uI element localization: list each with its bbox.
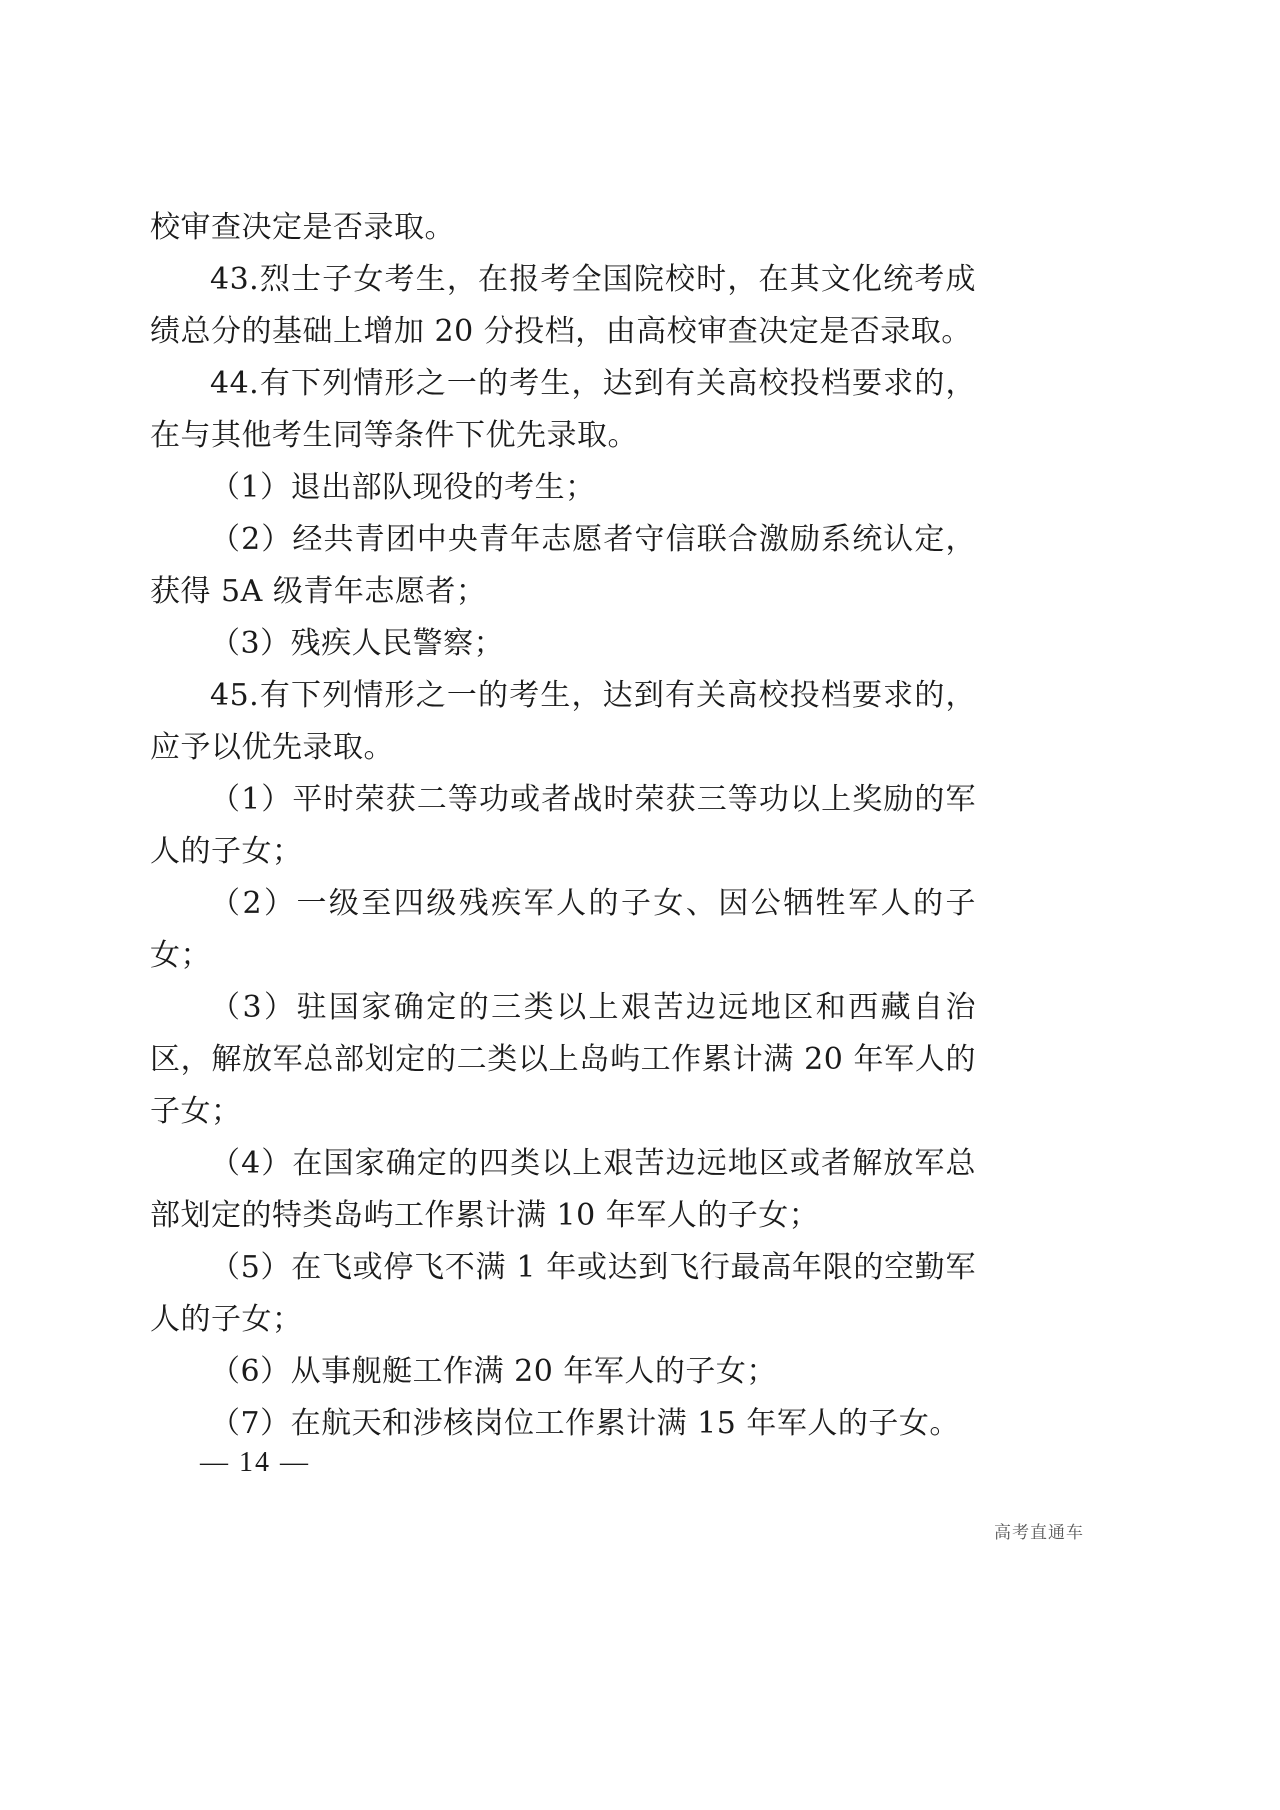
list-item: （3）残疾人民警察； <box>210 626 505 661</box>
list-item: （3）驻国家确定的三类以上艰苦边远地区和西藏自治区，解放军总部划定的二类以上岛屿工作累计满 20 年军人的子女； <box>150 990 976 1129</box>
paragraph-item-43: 43.烈士子女考生，在报考全国院校时，在其文化统考成绩总分的基础上增加 20 分投档，由高校审查决定是否录取。 <box>150 262 976 349</box>
watermark: 高考直通车 <box>994 1523 1084 1543</box>
list-item: （1）平时荣获二等功或者战时荣获三等功以上奖励的军人的子女； <box>150 782 976 869</box>
list-item: （2）经共青团中央青年志愿者守信联合激励系统认定，获得 5A 级青年志愿者； <box>150 522 976 609</box>
paragraph: 校审查决定是否录取。 <box>150 210 455 245</box>
paragraph-item-45: 45.有下列情形之一的考生，达到有关高校投档要求的，应予以优先录取。 <box>150 678 976 765</box>
list-item: （2）一级至四级残疾军人的子女、因公牺牲军人的子女； <box>150 886 976 973</box>
list-item: （4）在国家确定的四类以上艰苦边远地区或者解放军总部划定的特类岛屿工作累计满 10 年军人的子女； <box>150 1146 976 1233</box>
page-number: — 14 — <box>200 1447 310 1478</box>
list-item: （6）从事舰艇工作满 20 年军人的子女； <box>210 1354 777 1389</box>
list-item: （1）退出部队现役的考生； <box>210 470 596 505</box>
document-body <box>150 202 976 1450</box>
paragraph-item-44: 44.有下列情形之一的考生，达到有关高校投档要求的，在与其他考生同等条件下优先录取。 <box>150 366 976 453</box>
list-item: （7）在航天和涉核岗位工作累计满 15 年军人的子女。 <box>210 1406 960 1441</box>
list-item: （5）在飞或停飞不满 1 年或达到飞行最高年限的空勤军人的子女； <box>150 1250 976 1337</box>
